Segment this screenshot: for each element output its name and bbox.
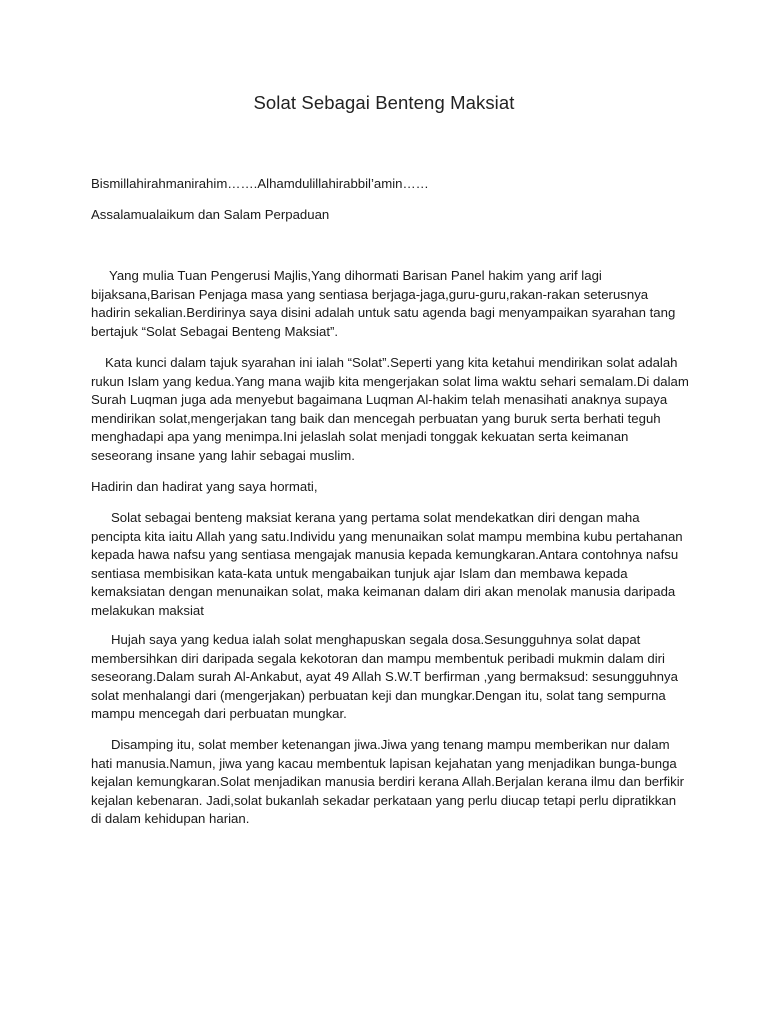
greeting-line: Bismillahirahmanirahim…….Alhamdulillahirabbil’amin…… xyxy=(91,176,429,191)
salutation-line: Assalamualaikum dan Salam Perpaduan xyxy=(91,207,330,222)
paragraph-text: Disamping itu, solat member ketenangan jiwa.Jiwa yang tenang mampu memberikan nur dalam hati manusia.Namun, jiwa yang kacau membentuk lapisan kejahatan yang menjadikan bunga-bunga kejalan kemungkaran.Solat menjadikan manusia berdiri kerana Allah.Berjalan kerana ilmu dan berfikir kejalan kebenaran. Jadi,solat bukanlah sekadar perkataan yang perlu diucap tetapi perlu dipratikkan di dalam kehidupan harian. xyxy=(91,737,685,827)
salutation xyxy=(91,206,689,225)
paragraph-argument-1 xyxy=(91,509,689,621)
paragraph-text: Yang mulia Tuan Pengerusi Majlis,Yang dihormati Barisan Panel hakim yang arif lagi bijaksana,Barisan Penjaga masa yang sentiasa berjaga-jaga,guru-guru,rakan-rakan seterusnya hadirin sekalian.Berdirinya saya disini adalah untuk satu agenda bagi menyampaikan syarahan tang bertajuk “Solat Sebagai Benteng Maksiat”. xyxy=(91,268,676,339)
paragraph-text: Hadirin dan hadirat yang saya hormati, xyxy=(91,479,318,494)
paragraph-argument-2 xyxy=(91,631,689,724)
paragraph-text: Hujah saya yang kedua ialah solat menghapuskan segala dosa.Sesungguhnya solat dapat membersihkan diri daripada segala kekotoran dan mampu membentuk peribadi mukmin dalam diri seseorang.Dalam surah Al-Ankabut, ayat 49 Allah S.W.T berfirman ,yang bermaksud: sesungguhnya solat menhalangi dari (mengerjakan) perbuatan keji dan mungkar.Dengan itu, solat tang sempurna mampu mencegah dari perbuatan mungkar. xyxy=(91,632,678,722)
paragraph-intro xyxy=(91,267,689,341)
paragraph-keyword xyxy=(91,354,689,466)
paragraph-text: Solat sebagai benteng maksiat kerana yang pertama solat mendekatkan diri dengan maha pencipta kita iaitu Allah yang satu.Individu yang menunaikan solat mampu membina kubu pertahanan kepada hawa nafsu yang sentiasa mengajak manusia kepada kemungkaran.Antara contohnya nafsu sentiasa membisikan kata-kata untuk mengabaikan tunjuk ajar Islam dan membawa kepada kemaksiatan dengan menunaikan solat, maka keimanan dalam diri akan menolak manusia daripada melakukan maksiat xyxy=(91,510,683,618)
opening-greeting xyxy=(91,175,689,194)
paragraph-argument-3 xyxy=(91,736,689,829)
paragraph-address xyxy=(91,478,689,497)
paragraph-text: Kata kunci dalam tajuk syarahan ini ialah “Solat”.Seperti yang kita ketahui mendirikan solat adalah rukun Islam yang kedua.Yang mana wajib kita mengerjakan solat lima waktu sehari semalam.Di dalam Surah Luqman juga ada menyebut bagaimana Luqman Al-hakim telah menasihati anaknya supaya mendirikan solat,mengerjakan tang baik dan mencegah perbuatan yang buruk serta berhati teguh menghadapi apa yang menimpa.Ini jelaslah solat menjadi tonggak kekuatan serta keimanan seseorang insane yang lahir sebagai muslim. xyxy=(91,355,689,463)
document-title: Solat Sebagai Benteng Maksiat xyxy=(253,92,515,113)
